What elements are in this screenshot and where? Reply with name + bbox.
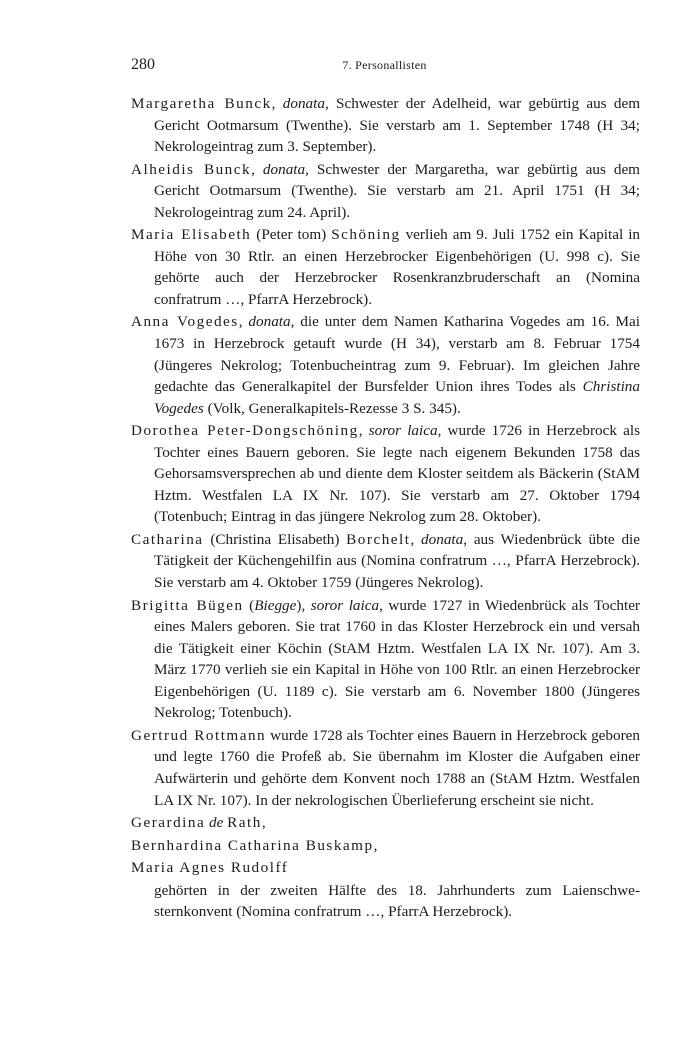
separator: ,	[271, 95, 283, 112]
personnel-list	[131, 93, 640, 923]
separator: ,	[358, 422, 369, 440]
page-number: 280	[131, 56, 155, 73]
entry-brigitta-buegen	[131, 595, 640, 724]
entry-catharina-borchelt	[131, 529, 640, 594]
entry-text-continued: (Volk, Generalkapitels-Rezesse 3 S. 345).	[203, 399, 461, 417]
page-header	[131, 55, 638, 77]
entry-text: wurde 1727 in Wiedenbrück als Tochter eines Malers geboren. Sie trat 1760 in das Kloster Herzebrock ein und versah die Tätigkeit einer Köchin (StAM Hztm. Westfalen LA IX Nr. 107). Am 3. März 1770 verlieh sie ein Kapital in Höhe von 100 Rtlr. an einen Herzebrocker Eigenbehörigen (U. 1189 c). Sie verstarb am 6. November 1800 (Jüngeres Nekrolog; Totenbuch).	[154, 596, 640, 722]
person-name: Maria Agnes Rudolff	[131, 859, 289, 877]
separator: ,	[238, 313, 249, 331]
group-text: gehörten in der zweiten Hälfte des 18. Jahrhunderts zum Laienschwesternkonvent (Nomina confratrum …, PfarrA Herzebrock).	[154, 881, 640, 921]
entry-dorothea-peter-dongschoening	[131, 420, 640, 528]
entry-maria-elisabeth-schoening	[131, 224, 640, 310]
person-name: Dorothea Peter-Dongschöning	[131, 422, 359, 440]
person-name: Margaretha Bunck	[131, 95, 272, 112]
entry-text: verlieh am 9. Juli 1752 ein Kapital in Höhe von 30 Rtlr. an einen Herzebrocker Eigenbehörigen (U. 998 c). Sie gehörte auch der Herzebrocker Rosenkranzbruderschaft an (Nomina confratrum …, PfarrA Herzebrock).	[154, 226, 641, 308]
name-particle: de	[209, 814, 224, 832]
separator: ,	[251, 160, 263, 178]
alias-open: (	[243, 596, 255, 614]
entry-gertrud-rottmann	[131, 725, 640, 811]
group-name-rudolff	[131, 857, 640, 879]
person-role: soror laica,	[310, 596, 383, 614]
person-name: Bernhardina Catharina Buskamp	[131, 836, 374, 854]
person-surname: Schöning	[331, 226, 401, 244]
person-first-name: Catharina	[131, 530, 204, 548]
person-alias: Biegge	[254, 596, 297, 614]
person-name: Alheidis Bunck	[131, 160, 252, 178]
person-role: donata	[262, 160, 306, 178]
person-role: donata	[421, 530, 464, 548]
person-surname: Borchelt	[346, 530, 411, 548]
entry-text: , wurde 1726 in Herzebrock als Tochter eines Bauern geboren. Sie legte nach eigenem Bekunden 1758 das Gehorsamsversprechen ab und diente dem Kloster seitdem als Bäckerin (StAM Hztm. Westfalen LA IX Nr. 107). Sie verstarb am 27. Oktober 1794 (Totenbuch; Eintrag in das jüngere Nekrolog zum 28. Oktober).	[154, 422, 641, 526]
person-first-name: Maria Elisabeth	[131, 226, 252, 244]
person-name-note: (Christina Elisabeth)	[203, 530, 347, 548]
separator: ,	[261, 814, 266, 832]
group-name-rath	[131, 812, 640, 834]
person-role: donata	[248, 313, 291, 331]
entry-anna-vogedes	[131, 311, 640, 419]
person-name: Brigitta Bügen	[131, 596, 244, 614]
running-head: 7. Personallisten	[342, 58, 427, 72]
entry-text: wurde 1728 als Tochter eines Bauern in Herzebrock geboren und legte 1760 die Profeß ab. Sie übernahm im Kloster die Aufgaben einer Aufwärterin und gehörte dem Konvent noch 1788 an (StAM Hztm. Westfalen LA IX Nr. 107). In der nekrologischen Überlieferung erscheint sie nicht.	[154, 726, 640, 809]
entry-group-laienschwestern	[131, 812, 640, 923]
person-first-name: Gerardina	[131, 814, 206, 832]
person-surname: Rath	[227, 814, 262, 832]
group-name-buskamp	[131, 835, 640, 857]
separator: ,	[410, 530, 422, 548]
person-role: donata	[282, 95, 325, 112]
person-name-note: (Peter tom)	[251, 226, 332, 244]
person-name: Anna Vogedes	[131, 313, 239, 331]
separator: ,	[373, 836, 378, 854]
entry-text: , Schwester der Adelheid, war gebürtig aus dem Gericht Ootmarsum (Twenthe). Sie verstarb am 1. September 1748 (H 34; Nekrologeintrag zum 3. September).	[154, 95, 641, 156]
entry-text: , aus Wiedenbrück übte die Tätigkeit der Küchengehilfin aus (Nomina confratrum …, PfarrA Herzebrock). Sie verstarb am 4. Oktober 1759 (Jüngeres Nekrolog).	[154, 530, 640, 592]
person-name: Gertrud Rottmann	[131, 726, 267, 744]
entry-text: , die unter dem Namen Katharina Vogedes am 16. Mai 1673 in Herzebrock getauft wurde (H 34), verstarb am 8. Februar 1754 (Jüngeres Nekrolog; Totenbucheintrag zum 9. Februar). Im gleichen Jahre gedachte das Generalkapitel der Bursfelder Union ihres Todes als	[154, 313, 640, 396]
entry-alheidis-bunck	[131, 159, 640, 224]
entry-text: , Schwester der Margaretha, war gebürtig aus dem Gericht Ootmarsum (Twenthe). Sie verstarb am 21. April 1751 (H 34; Nekrologeintrag zum 24. April).	[154, 160, 640, 221]
alias-close: ),	[296, 596, 311, 614]
person-alias: Christina Vogedes	[154, 378, 640, 417]
person-role: soror laica	[368, 422, 438, 440]
entry-margaretha-bunck	[131, 93, 640, 158]
